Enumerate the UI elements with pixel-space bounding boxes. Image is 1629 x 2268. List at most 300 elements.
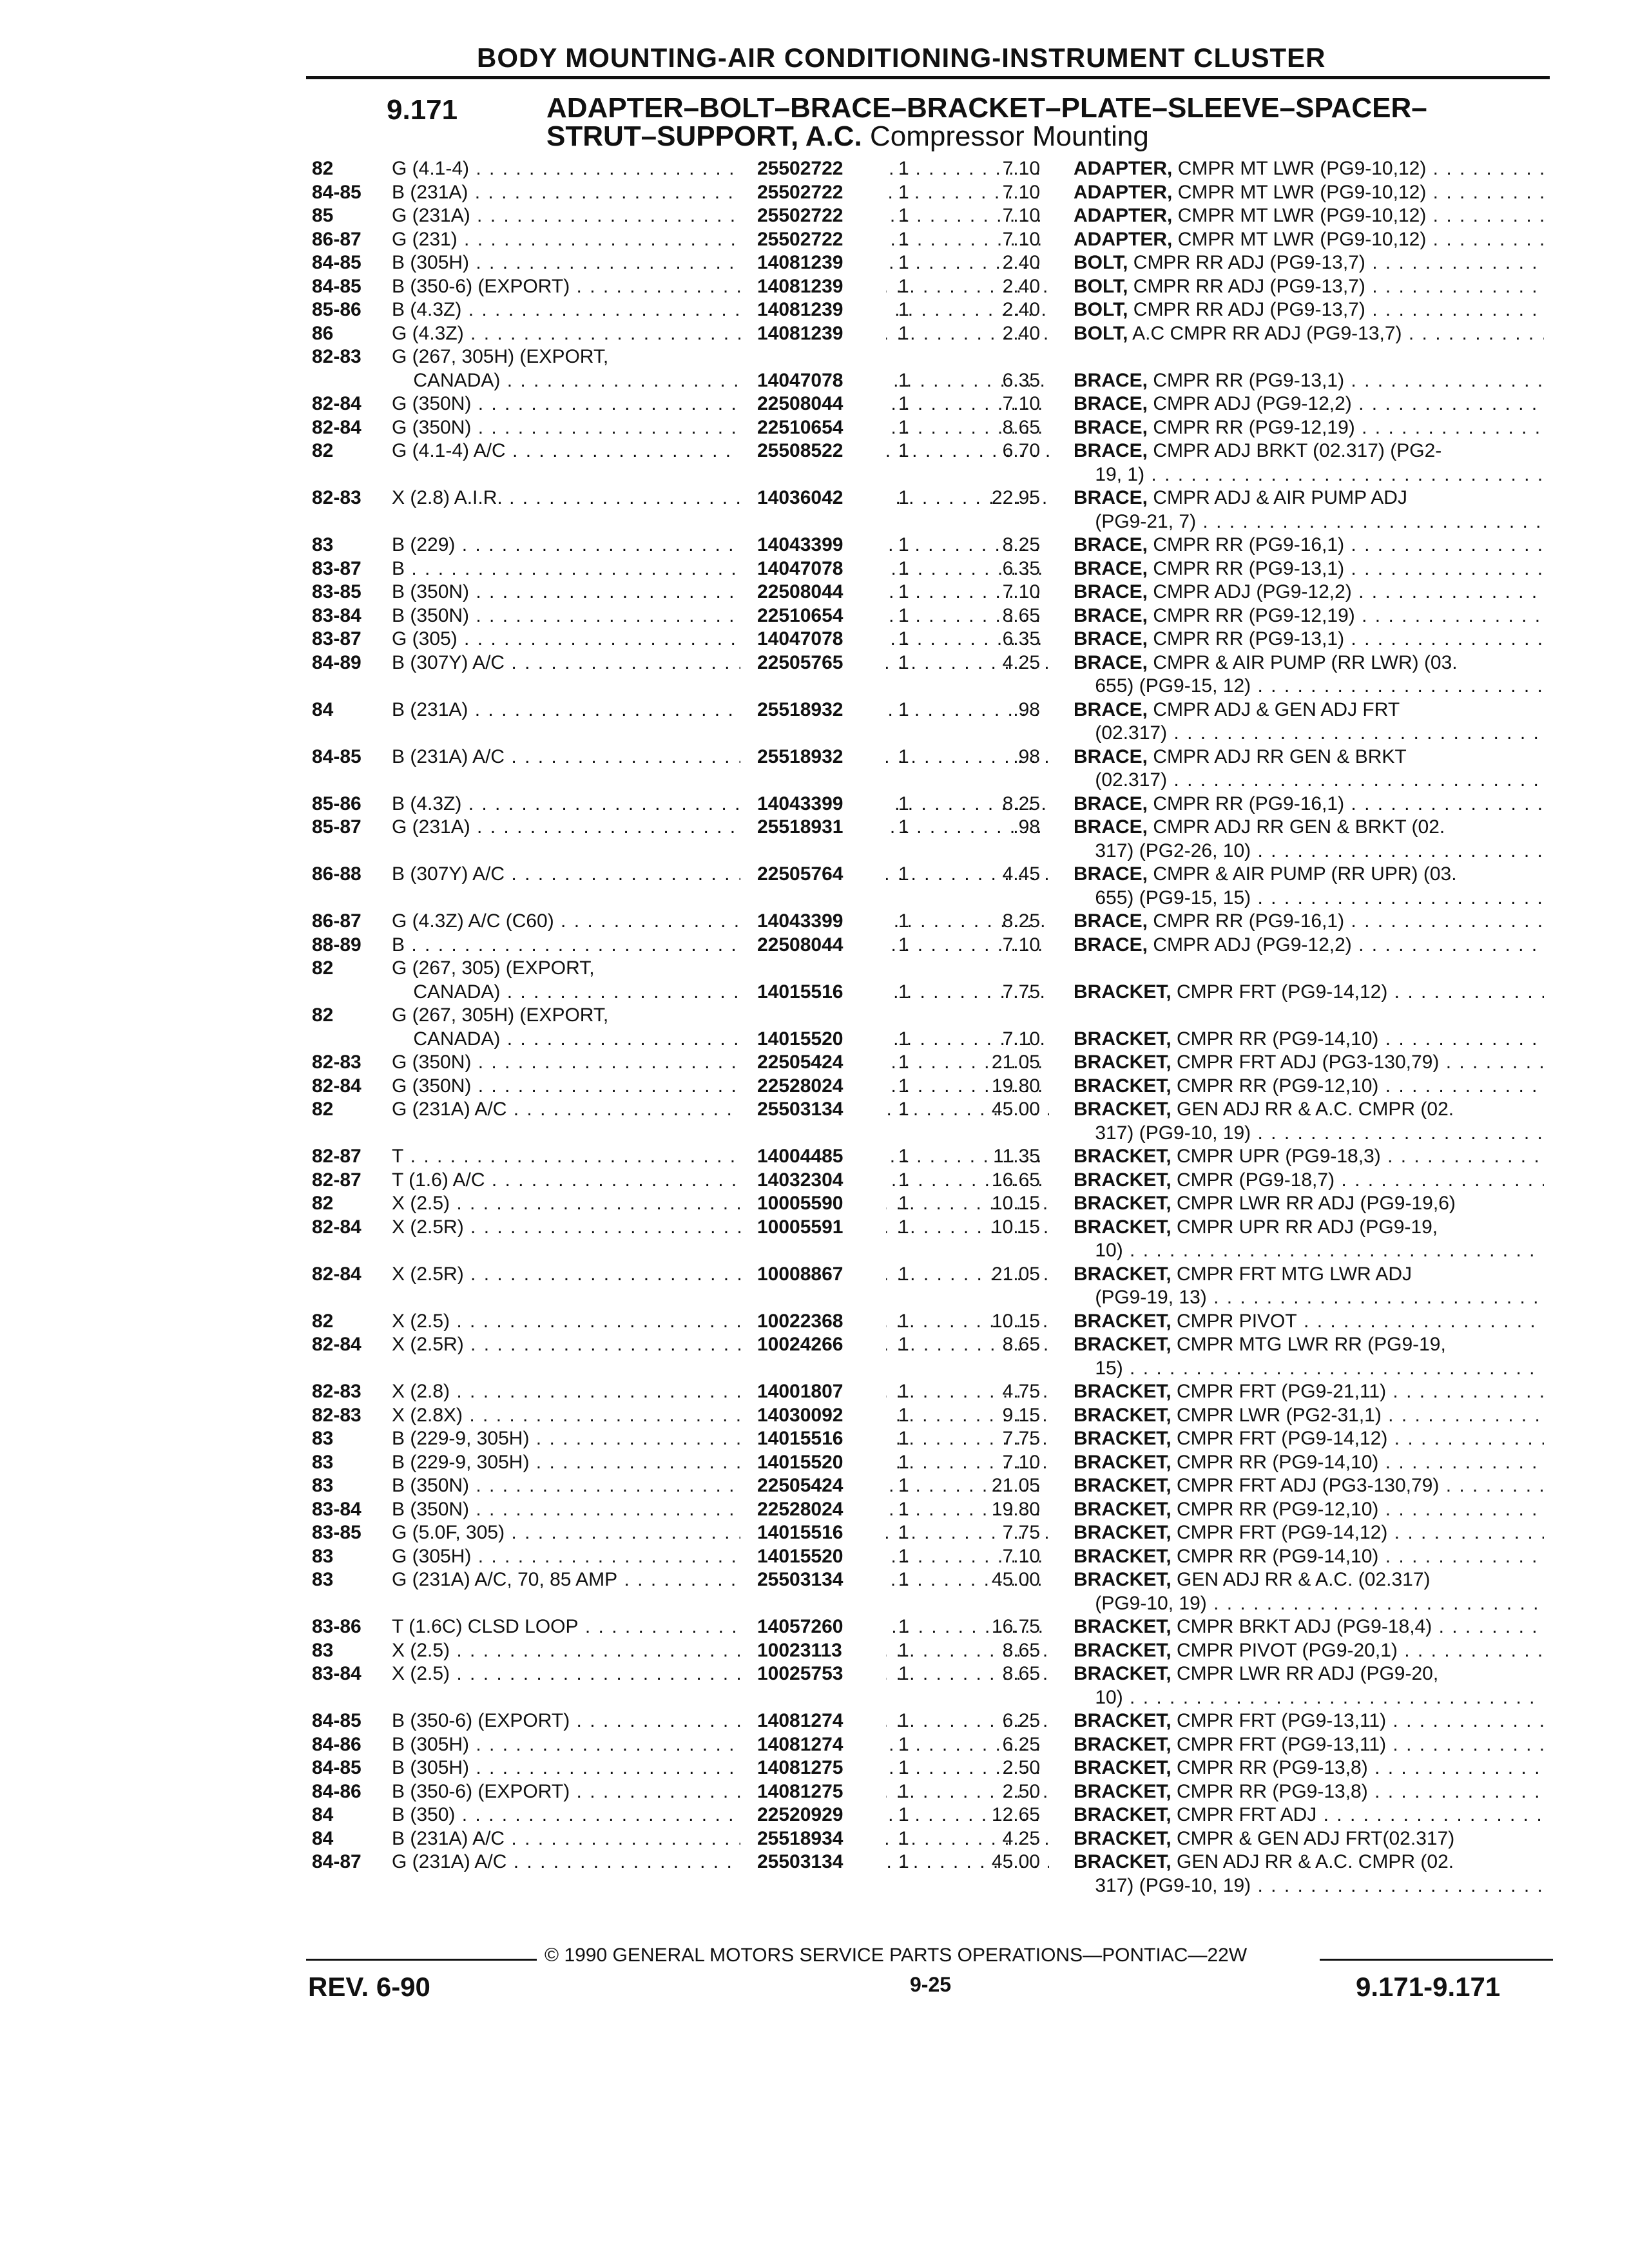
application-desc: G (267, 305H) (EXPORT, xyxy=(392,346,609,367)
quantity: 1 xyxy=(898,1028,909,1050)
part-name-keyword: BRACKET, xyxy=(1074,1099,1171,1120)
price: 7.10 xyxy=(1002,581,1040,602)
part-name xyxy=(1074,628,1544,651)
application-desc: B (231A) . . . xyxy=(392,181,1049,205)
part-row xyxy=(312,1568,1556,1592)
application-desc: G (231A) A/C . . . xyxy=(392,1098,1049,1122)
part-name-detail: CMPR FRT (PG9-13,11) xyxy=(1177,1710,1387,1731)
price: 4.25 xyxy=(1002,651,1040,673)
price: .98 xyxy=(1013,816,1040,838)
part-name-keyword: BOLT, xyxy=(1074,299,1128,320)
price: 19.80 xyxy=(991,1498,1040,1520)
part-row xyxy=(312,816,1556,840)
quantity: 1 xyxy=(898,228,909,250)
part-name xyxy=(1074,1615,1544,1639)
part-number: 14043399 xyxy=(752,793,886,816)
price: 10.15 xyxy=(991,1193,1040,1214)
price: 45.00 xyxy=(991,1569,1040,1590)
price: 6.35 xyxy=(1002,369,1040,391)
part-row xyxy=(312,510,1556,534)
application-desc: CANADA) . . . xyxy=(392,981,1049,1004)
quantity: 1 xyxy=(898,1310,909,1332)
part-name-detail: CMPR FRT (PG9-21,11) xyxy=(1177,1381,1387,1402)
quantity: 1 xyxy=(898,1193,909,1214)
application-desc: G (350N) . . . xyxy=(392,1075,1049,1099)
model-year: 83-85 xyxy=(312,1522,361,1543)
part-number: 14015516 xyxy=(752,1521,886,1545)
part-name-keyword: BRACKET, xyxy=(1074,1193,1171,1214)
part-number: 22505764 xyxy=(752,863,886,887)
application-desc: T (1.6) A/C . . . xyxy=(392,1169,1049,1193)
part-name-detail: CMPR PIVOT xyxy=(1177,1310,1297,1332)
part-number: 14015516 xyxy=(752,1427,886,1451)
part-name-detail: 655) (PG9-15, 15) xyxy=(1074,887,1251,908)
part-name-detail: (PG9-21, 7) xyxy=(1074,510,1197,532)
quantity: 1 xyxy=(898,1451,909,1473)
application-desc: B (231A) A/C . . . xyxy=(392,745,1049,769)
part-name xyxy=(1074,439,1544,463)
price: 2.40 xyxy=(1002,252,1040,273)
part-name-detail: CMPR ADJ (PG9-12,2) xyxy=(1153,581,1352,602)
part-name xyxy=(1074,1709,1544,1733)
part-name-detail: CMPR FRT ADJ (PG3-130,79) xyxy=(1177,1052,1440,1073)
model-year: 84-85 xyxy=(312,181,361,203)
model-year: 85 xyxy=(312,205,334,226)
part-name-keyword: BRACKET, xyxy=(1074,1334,1171,1355)
part-row xyxy=(312,1075,1556,1099)
application-desc: B (350N) . . . xyxy=(392,581,1049,604)
price: 12.65 xyxy=(991,1804,1040,1825)
part-name xyxy=(1074,675,1544,698)
quantity: 1 xyxy=(898,1733,909,1755)
model-year: 84-87 xyxy=(312,1851,361,1872)
part-name-detail: CMPR FRT ADJ (PG3-130,79) xyxy=(1177,1475,1440,1496)
part-number: 22508044 xyxy=(752,581,886,604)
part-number: 14043399 xyxy=(752,910,886,934)
part-name xyxy=(1074,1451,1544,1475)
model-year: 83 xyxy=(312,1639,334,1661)
part-number: 10005591 xyxy=(752,1216,886,1240)
model-year: 82-84 xyxy=(312,1334,361,1355)
part-number: 14081239 xyxy=(752,322,886,346)
part-row xyxy=(312,1592,1556,1616)
model-year: 84-85 xyxy=(312,745,361,767)
application-desc: B (305H) . . . xyxy=(392,1756,1049,1780)
application-desc: B (350N) . . . xyxy=(392,1498,1049,1522)
part-name-detail: CMPR ADJ RR GEN & BRKT (02. xyxy=(1153,816,1445,838)
part-name-detail: CMPR RR (PG9-13,8) xyxy=(1177,1780,1368,1802)
quantity: 1 xyxy=(898,440,909,461)
application-desc: G (305) . . . xyxy=(392,628,1049,651)
part-name xyxy=(1074,981,1544,1004)
part-name-keyword: BRACE, xyxy=(1074,651,1148,673)
model-year: 83-86 xyxy=(312,1616,361,1637)
part-name-detail: CMPR & AIR PUMP (RR LWR) (03. xyxy=(1153,651,1458,673)
application-desc: B (4.3Z) . . . xyxy=(392,793,1049,816)
price: 7.75 xyxy=(1002,1428,1040,1449)
part-name-detail: A.C CMPR RR ADJ (PG9-13,7) xyxy=(1132,322,1402,344)
part-row xyxy=(312,793,1556,816)
part-name-keyword: BRACE, xyxy=(1074,581,1148,602)
part-row xyxy=(312,1028,1556,1052)
part-name-detail: CMPR FRT (PG9-13,11) xyxy=(1177,1733,1387,1755)
part-number: 25502722 xyxy=(752,204,886,228)
part-number: 14015520 xyxy=(752,1545,886,1569)
part-name xyxy=(1074,1733,1544,1757)
part-number: 14004485 xyxy=(752,1145,886,1169)
part-name-detail: (02.317) xyxy=(1074,722,1168,744)
part-row xyxy=(312,557,1556,581)
quantity: 1 xyxy=(898,1757,909,1778)
part-name-keyword: BRACKET, xyxy=(1074,1216,1171,1238)
application-desc: X (2.5) . . . xyxy=(392,1192,1049,1216)
part-name-keyword: BRACKET, xyxy=(1074,1028,1171,1050)
model-year: 86 xyxy=(312,322,334,344)
price: 2.40 xyxy=(1002,275,1040,297)
part-number: 14015520 xyxy=(752,1028,886,1052)
model-year: 85-87 xyxy=(312,816,361,838)
part-name xyxy=(1074,510,1544,534)
part-name-keyword: BOLT, xyxy=(1074,322,1128,344)
part-name-detail: CMPR RR (PG9-16,1) xyxy=(1153,910,1345,932)
part-row xyxy=(312,745,1556,769)
part-name-detail: CMPR UPR (PG9-18,3) xyxy=(1177,1146,1381,1167)
header-rule xyxy=(306,76,1550,79)
part-number: 14001807 xyxy=(752,1380,886,1404)
part-name xyxy=(1074,1803,1544,1827)
part-row xyxy=(312,1733,1556,1757)
model-year: 82-84 xyxy=(312,1075,361,1097)
quantity: 1 xyxy=(898,1404,909,1426)
part-number: 25518934 xyxy=(752,1827,886,1851)
application-desc: G (4.1-4) . . . xyxy=(392,157,1049,181)
application-desc: B (229-9, 305H) . . . xyxy=(392,1451,1049,1475)
part-name-keyword: BRACKET, xyxy=(1074,1851,1171,1872)
part-name xyxy=(1074,1568,1544,1592)
part-row xyxy=(312,957,1556,981)
part-name-keyword: BRACKET, xyxy=(1074,1616,1171,1637)
part-name xyxy=(1074,1874,1544,1898)
part-name xyxy=(1074,1474,1544,1498)
part-name-detail: CMPR RR (PG9-13,1) xyxy=(1153,628,1345,649)
price: 4.25 xyxy=(1002,1827,1040,1849)
part-row xyxy=(312,1192,1556,1216)
quantity: 1 xyxy=(898,1639,909,1661)
part-number: 14081239 xyxy=(752,251,886,275)
part-name xyxy=(1074,1216,1544,1240)
part-name-detail: (PG9-10, 19) xyxy=(1074,1592,1207,1614)
part-row xyxy=(312,1427,1556,1451)
part-row xyxy=(312,439,1556,463)
quantity: 1 xyxy=(898,628,909,649)
model-year: 86-88 xyxy=(312,863,361,885)
part-row xyxy=(312,863,1556,887)
price: 7.10 xyxy=(1002,934,1040,956)
part-name xyxy=(1074,1639,1544,1663)
model-year: 82 xyxy=(312,1099,334,1120)
model-year: 84 xyxy=(312,1827,334,1849)
part-name xyxy=(1074,1380,1544,1404)
application-desc: B (350N) . . . xyxy=(392,1474,1049,1498)
model-year: 84-85 xyxy=(312,275,361,297)
quantity: 1 xyxy=(898,651,909,673)
price: .98 xyxy=(1013,745,1040,767)
part-row xyxy=(312,981,1556,1004)
part-row xyxy=(312,887,1556,910)
part-name xyxy=(1074,1075,1544,1099)
application-desc: X (2.5R) . . . xyxy=(392,1333,1049,1357)
part-name-detail: CMPR MT LWR (PG9-10,12) xyxy=(1177,205,1427,226)
part-row xyxy=(312,698,1556,722)
part-name-detail: CMPR ADJ (PG9-12,2) xyxy=(1153,934,1352,956)
application-desc: X (2.8) . . . xyxy=(392,1380,1049,1404)
model-year: 82 xyxy=(312,957,334,979)
quantity: 1 xyxy=(898,557,909,579)
part-number: 14036042 xyxy=(752,486,886,510)
application-desc: T (1.6C) CLSD LOOP . . . xyxy=(392,1615,1049,1639)
part-name xyxy=(1074,181,1544,205)
price: 7.10 xyxy=(1002,1545,1040,1567)
part-name-keyword: BRACKET, xyxy=(1074,1522,1171,1543)
part-number: 25503134 xyxy=(752,1850,886,1874)
application-desc: B (350N) . . . xyxy=(392,604,1049,628)
part-name-keyword: BRACKET, xyxy=(1074,1075,1171,1097)
quantity: 1 xyxy=(898,252,909,273)
part-number: 10025753 xyxy=(752,1662,886,1686)
price: 6.25 xyxy=(1002,1710,1040,1731)
part-number: 10008867 xyxy=(752,1263,886,1287)
model-year: 83 xyxy=(312,1569,334,1590)
application-desc: G (305H) . . . xyxy=(392,1545,1049,1569)
part-name-keyword: ADAPTER, xyxy=(1074,158,1173,179)
part-number: 22528024 xyxy=(752,1498,886,1522)
part-name xyxy=(1074,1850,1544,1874)
part-name xyxy=(1074,1545,1544,1569)
part-number: 22505424 xyxy=(752,1051,886,1075)
part-row xyxy=(312,1545,1556,1569)
model-year: 82-84 xyxy=(312,1216,361,1238)
part-number: 25518931 xyxy=(752,816,886,840)
model-year: 82-83 xyxy=(312,1404,361,1426)
part-row xyxy=(312,1686,1556,1710)
part-name-detail: 317) (PG9-10, 19) xyxy=(1074,1874,1251,1896)
part-number: 14081239 xyxy=(752,275,886,299)
part-name-detail: CMPR MT LWR (PG9-10,12) xyxy=(1177,158,1427,179)
part-name-keyword: BRACE, xyxy=(1074,487,1148,508)
part-name-detail: CMPR RR ADJ (PG9-13,7) xyxy=(1133,252,1365,273)
application-desc: B (307Y) A/C . . . xyxy=(392,651,1049,675)
quantity: 1 xyxy=(898,1710,909,1731)
quantity: 1 xyxy=(898,1851,909,1872)
part-name xyxy=(1074,745,1544,769)
application-desc: G (267, 305H) (EXPORT, xyxy=(392,1004,609,1026)
part-name xyxy=(1074,1239,1544,1263)
part-number: 25503134 xyxy=(752,1098,886,1122)
part-row xyxy=(312,1874,1556,1898)
application-desc: G (4.3Z) A/C (C60) . . . xyxy=(392,910,1049,934)
price: 8.65 xyxy=(1002,604,1040,626)
part-row xyxy=(312,275,1556,299)
part-row xyxy=(312,1122,1556,1146)
model-year: 82-83 xyxy=(312,1052,361,1073)
part-name-detail: CMPR FRT (PG9-14,12) xyxy=(1177,981,1388,1003)
part-name-detail: CMPR MT LWR (PG9-10,12) xyxy=(1177,228,1427,250)
section-title-line2-rest: Compressor Mounting xyxy=(870,120,1149,152)
part-name-detail: 317) (PG9-10, 19) xyxy=(1074,1122,1251,1144)
part-name xyxy=(1074,275,1544,299)
part-row xyxy=(312,1803,1556,1827)
part-name xyxy=(1074,1756,1544,1780)
quantity: 1 xyxy=(898,816,909,838)
part-row xyxy=(312,1169,1556,1193)
part-name xyxy=(1074,369,1544,393)
part-name-keyword: BRACKET, xyxy=(1074,1428,1171,1449)
price: 8.65 xyxy=(1002,416,1040,438)
part-name-detail: CMPR RR ADJ (PG9-13,7) xyxy=(1133,299,1365,320)
part-row xyxy=(312,369,1556,393)
part-number: 14081274 xyxy=(752,1709,886,1733)
part-row xyxy=(312,1827,1556,1851)
part-row xyxy=(312,675,1556,698)
quantity: 1 xyxy=(898,393,909,414)
part-number: 10024266 xyxy=(752,1333,886,1357)
model-year: 88-89 xyxy=(312,934,361,956)
part-name-keyword: BRACKET, xyxy=(1074,1498,1171,1520)
part-name-detail: CMPR BRKT ADJ (PG9-18,4) xyxy=(1177,1616,1432,1637)
part-name-detail: CMPR LWR (PG2-31,1) xyxy=(1177,1404,1382,1426)
quantity: 1 xyxy=(898,1381,909,1402)
part-number: 22528024 xyxy=(752,1075,886,1099)
part-name-keyword: BRACE, xyxy=(1074,816,1148,838)
page-header-title: BODY MOUNTING-AIR CONDITIONING-INSTRUMENT CLUSTER xyxy=(477,43,1326,73)
part-name-detail: CMPR ADJ RR GEN & BRKT xyxy=(1153,745,1407,767)
model-year: 82-83 xyxy=(312,346,361,367)
part-name-detail: CMPR FRT (PG9-14,12) xyxy=(1177,1522,1388,1543)
model-year: 82-87 xyxy=(312,1169,361,1191)
model-year: 83 xyxy=(312,1428,334,1449)
price: 2.50 xyxy=(1002,1780,1040,1802)
part-name-keyword: BOLT, xyxy=(1074,275,1128,297)
part-name-detail: CMPR RR (PG9-14,10) xyxy=(1177,1545,1379,1567)
model-year: 82-84 xyxy=(312,1263,361,1285)
part-name-keyword: BRACE, xyxy=(1074,557,1148,579)
part-name xyxy=(1074,1592,1544,1616)
part-number: 25508522 xyxy=(752,439,886,463)
quantity: 1 xyxy=(898,416,909,438)
model-year: 83-84 xyxy=(312,1663,361,1684)
model-year: 84-85 xyxy=(312,252,361,273)
price: 7.10 xyxy=(1002,228,1040,250)
application-desc: B (231A) A/C . . . xyxy=(392,1827,1049,1851)
part-name-keyword: BRACKET, xyxy=(1074,1052,1171,1073)
part-name-keyword: BRACE, xyxy=(1074,793,1148,814)
part-row xyxy=(312,1474,1556,1498)
price: 16.75 xyxy=(991,1616,1040,1637)
part-number: 25502722 xyxy=(752,157,886,181)
part-name xyxy=(1074,157,1544,181)
application-desc: B (307Y) A/C . . . xyxy=(392,863,1049,887)
part-name-detail: 15) xyxy=(1074,1357,1123,1379)
part-row xyxy=(312,157,1556,181)
model-year: 82 xyxy=(312,1193,334,1214)
quantity: 1 xyxy=(898,1545,909,1567)
application-desc: X (2.5) . . . xyxy=(392,1310,1049,1334)
application-desc: G (231) . . . xyxy=(392,228,1049,252)
model-year: 82 xyxy=(312,440,334,461)
price: 7.10 xyxy=(1002,393,1040,414)
part-number: 22520929 xyxy=(752,1803,886,1827)
model-year: 82-84 xyxy=(312,393,361,414)
part-name-keyword: BRACKET, xyxy=(1074,1639,1171,1661)
part-row xyxy=(312,1615,1556,1639)
part-name-keyword: BRACKET, xyxy=(1074,1569,1171,1590)
part-number: 14081239 xyxy=(752,298,886,322)
part-name-keyword: ADAPTER, xyxy=(1074,205,1173,226)
part-row xyxy=(312,392,1556,416)
part-name xyxy=(1074,322,1544,346)
part-row xyxy=(312,1709,1556,1733)
part-number: 22510654 xyxy=(752,416,886,440)
part-name-keyword: BRACKET, xyxy=(1074,1710,1171,1731)
price: 2.40 xyxy=(1002,322,1040,344)
quantity: 1 xyxy=(898,1216,909,1238)
part-row xyxy=(312,1145,1556,1169)
part-row xyxy=(312,228,1556,252)
part-name xyxy=(1074,840,1544,863)
part-name-detail: CMPR PIVOT (PG9-20,1) xyxy=(1177,1639,1398,1661)
part-row xyxy=(312,533,1556,557)
part-row xyxy=(312,1098,1556,1122)
price: 7.75 xyxy=(1002,1522,1040,1543)
price: 8.65 xyxy=(1002,1639,1040,1661)
part-name-detail: GEN ADJ RR & A.C. CMPR (02. xyxy=(1177,1851,1454,1872)
application-desc: T . . . xyxy=(392,1145,1049,1169)
part-name-keyword: BRACKET, xyxy=(1074,1146,1171,1167)
part-row xyxy=(312,769,1556,793)
part-name xyxy=(1074,1051,1544,1075)
quantity: 1 xyxy=(898,158,909,179)
part-row xyxy=(312,204,1556,228)
price: 6.25 xyxy=(1002,1733,1040,1755)
part-number: 14015516 xyxy=(752,981,886,1004)
part-number: 22510654 xyxy=(752,604,886,628)
model-year: 83-84 xyxy=(312,604,361,626)
model-year: 84-85 xyxy=(312,1757,361,1778)
part-name xyxy=(1074,416,1544,440)
part-row xyxy=(312,463,1556,487)
part-row xyxy=(312,1662,1556,1686)
part-name-detail: CMPR RR (PG9-14,10) xyxy=(1177,1028,1379,1050)
part-number: 25502722 xyxy=(752,181,886,205)
application-desc: B . . . xyxy=(392,557,1049,581)
part-name-keyword: ADAPTER, xyxy=(1074,181,1173,203)
revision-label: REV. 6-90 xyxy=(308,1972,430,2002)
price: 7.75 xyxy=(1002,981,1040,1003)
quantity: 1 xyxy=(898,322,909,344)
part-name xyxy=(1074,1192,1544,1216)
part-name-detail: CMPR LWR RR ADJ (PG9-19,6) xyxy=(1177,1193,1456,1214)
part-name-keyword: BRACE, xyxy=(1074,628,1148,649)
part-name-keyword: BRACKET, xyxy=(1074,1404,1171,1426)
quantity: 1 xyxy=(898,1146,909,1167)
quantity: 1 xyxy=(898,299,909,320)
part-name xyxy=(1074,1028,1544,1052)
application-desc: B (229) . . . xyxy=(392,533,1049,557)
part-number: 14081275 xyxy=(752,1780,886,1804)
part-number: 22508044 xyxy=(752,392,886,416)
part-name-detail: 19, 1) xyxy=(1074,463,1145,485)
part-number: 14047078 xyxy=(752,369,886,393)
